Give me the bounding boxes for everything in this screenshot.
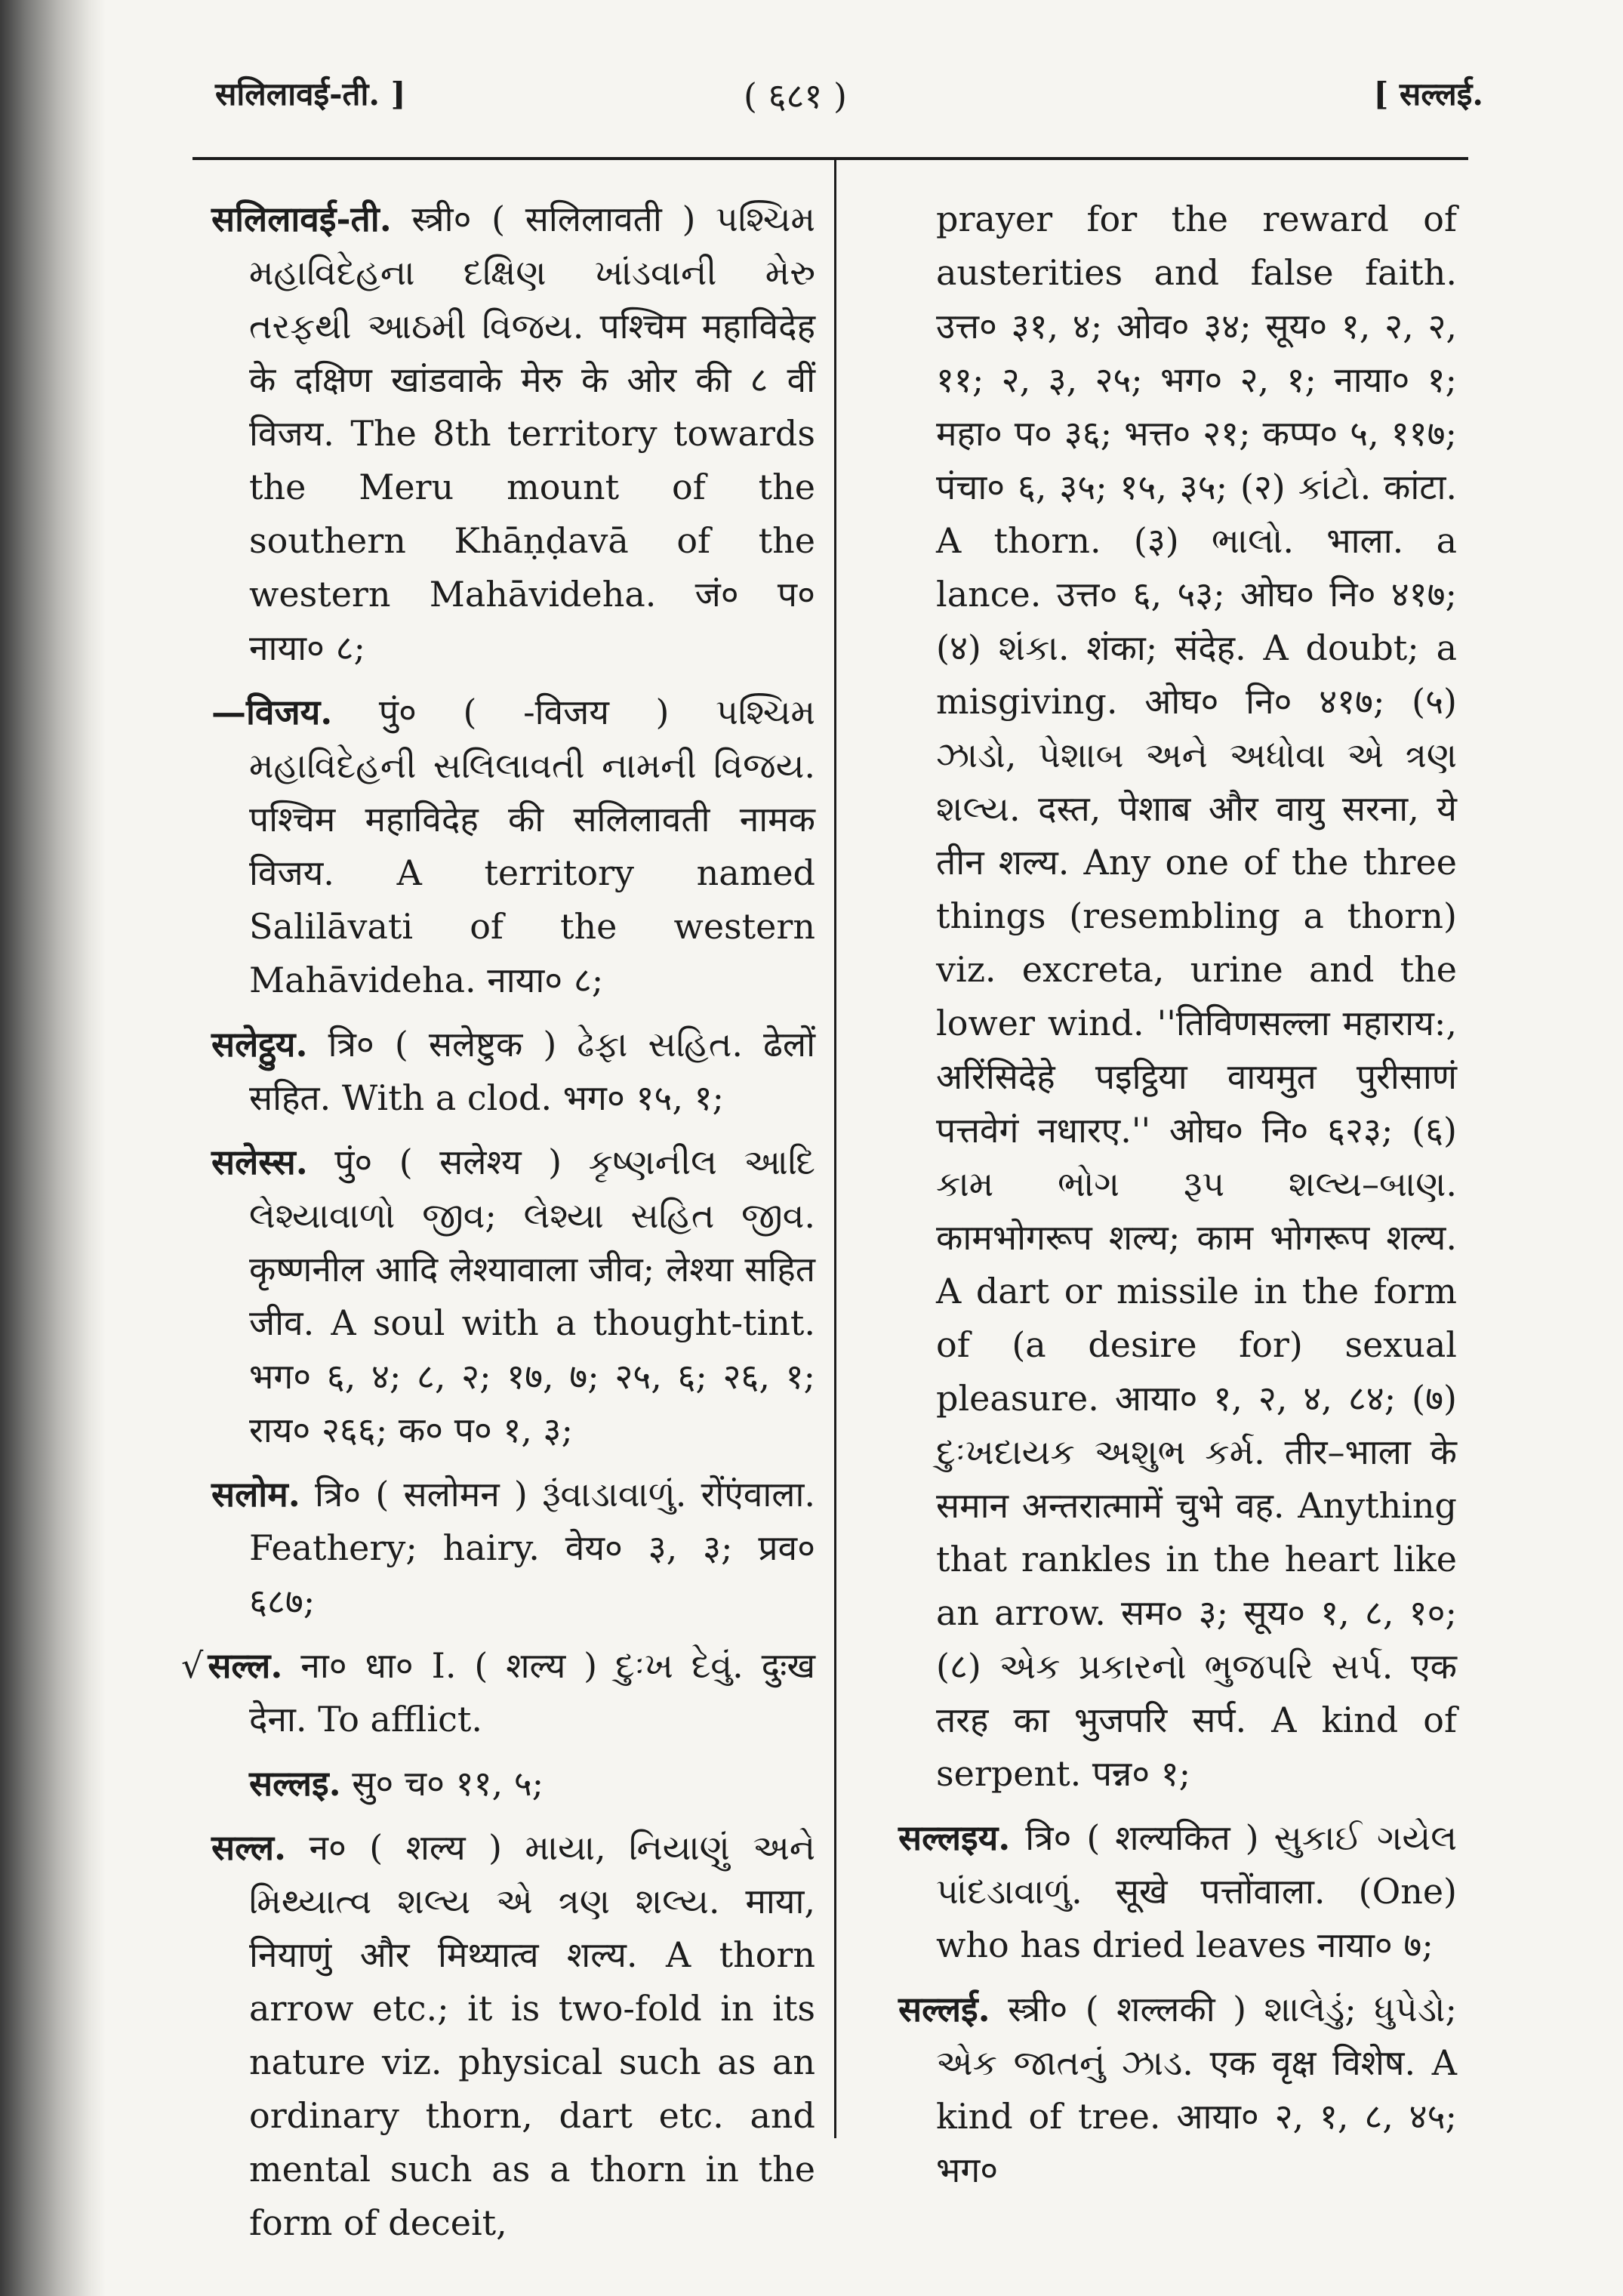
entry-headword: सल्लइय. xyxy=(898,1817,1011,1858)
dictionary-entry xyxy=(211,686,815,1007)
entry-body: त्रि० ( सलोमन ) રૂંવાડાવાળું. रोंएंवाला. Feathery; hairy. वेय० ३, ३; प्रव० ६८७; xyxy=(249,1474,816,1622)
dictionary-entry xyxy=(898,1983,1457,2197)
header-rule xyxy=(192,157,1468,160)
entry-headword: सलेट्ठुय. xyxy=(211,1024,308,1065)
entry-body: सु० च० ११, ५; xyxy=(352,1763,544,1804)
dictionary-entry-continuation xyxy=(898,193,1457,1801)
entry-body: स्त्री० ( शल्लकी ) શાલેડું; ધુપેડો; એક જાતનું ઝાડ. एक वृक्ष विशेष. A kind of tree. आया० २, १, ८, ४५; भग० xyxy=(936,1989,1457,2190)
right-column xyxy=(898,193,1457,2208)
entry-headword: सलिलावई-ती. xyxy=(211,199,392,239)
entry-body: पुं० ( -विजय ) પશ્ચિમ મહાવિદેહની સલિલાવતી નામની વિજય. पश्चिम महाविदेह की सलिलावती नामक विजय. A territory named Salilāvati of the western Mahāvideha. नाया० ८; xyxy=(249,692,815,1000)
header-last-word: [ सल्लई. xyxy=(1373,76,1483,112)
entry-body: पुं० ( सलेश्य ) કૃષ્ણનીલ આદિ લેશ્યાવાળો જીવ; લેશ્યા સહિત જીવ. कृष्णनील आदि लेश्यावाला जीव; लेश्या सहित जीव. A soul with a thought-tint. भग० ६, ४; ८, २; १७, ७; २५, ६; २६, १; राय० २६६; क० प० १, ३; xyxy=(249,1142,816,1450)
entry-body: त्रि० ( शल्यकित ) સુકાઈ ગયેલ પાંદડાવાળું. सूखे पत्तोंवाला. (One) who has dried leaves नाया० ७; xyxy=(936,1817,1457,1965)
page-number: ( ६८१ ) xyxy=(744,76,847,116)
dictionary-entry xyxy=(181,1639,815,1746)
page-header xyxy=(192,72,1483,125)
dictionary-entry xyxy=(211,1757,815,1811)
dictionary-entry xyxy=(211,1821,815,2250)
entry-body: स्त्री० ( सलिलावती ) પશ્ચિમ મહાવિદેહના દક્ષિણ ખાંડવાની મેરુ તરફથી આઠમી વિજય. पश्चिम महाविदेह के दक्षिण खांडवाके मेरु के ओर की ८ वीं विजय. The 8th territory towards the Meru mount of the southern Khāṇḍavā of the western Mahāvideha. जं० प० नाया० ८; xyxy=(249,199,815,668)
page-binding-shadow xyxy=(0,0,106,2296)
dictionary-entry xyxy=(211,193,815,675)
entry-body: ना० धा० I. ( शल्य ) દુઃખ દેવું. दुःख देना. To afflict. xyxy=(249,1645,815,1740)
entry-body: prayer for the reward of austerities and false faith. उत्त० ३१, ४; ओव० ३४; सूय० १, २, २, ११; २, ३, २५; भग० २, १; नाया० १; महा० प० ३६; भत्त० २१; कप्प० ५, ११७; पंचा० ६, ३५; १५, ३५; (२) કાંટો. कांटा. A thorn. (३) ભાલો. भाला. a lance. उत्त० ६, ५३; ओघ० नि० ४१७; (४) શંકા. शंका; संदेह. A doubt; a misgiving. ओघ० नि० ४१७; (५) ઝાડો, પેશાબ અને અધોવા એ ત્રણ શલ્ય. दस्त, पेशाब और वायु सरना, ये तीन शल्य. Any one of the three things (resembling a thorn) viz. excreta, urine and the lower wind. ''तिविणसल्ला महाराय:, अरिंसिदेहे पइट्ठिया वायमुत पुरीसाणं पत्तवेगं नधारए.'' ओघ० नि० ६२३; (६) કામ ભોગ રૂપ શલ્ય–બાણ. कामभोगरूप शल्य; काम भोगरूप शल्य. A dart or missile in the form of (a desire for) sexual pleasure. आया० १, २, ४, ८४; (७) દુઃખદાયક અશુભ કર્મ. तीर–भाला के समान अन्तरात्मामें चुभे वह. Anything that rankles in the heart like an arrow. सम० ३; सूय० १, ८, १०; (८) એક પ્રકારનો ભુજપરિ સર્પ. एक तरह का भुजपरि सर्प. A kind of serpent. पन्न० १; xyxy=(936,199,1457,1794)
root-checkmark-icon: √ xyxy=(181,1645,204,1686)
header-first-word: सलिलावई-ती. ] xyxy=(215,76,406,112)
entry-headword: सल्लइ. xyxy=(249,1763,341,1804)
dictionary-entry xyxy=(211,1468,815,1629)
entry-headword: सलोम. xyxy=(211,1474,300,1515)
entry-headword: सल्ल. xyxy=(208,1645,283,1686)
dictionary-entry xyxy=(211,1136,815,1457)
entry-body: त्रि० ( सलेष्टुक ) ઢેફા સહિત. ढेलों सहित. With a clod. भग० १५, १; xyxy=(249,1024,815,1118)
entry-headword: सल्ल. xyxy=(211,1827,287,1868)
entry-headword: सलेस्स. xyxy=(211,1142,308,1182)
entry-body: न० ( शल्य ) માયા, નિયાણું અને મિથ્યાત્વ શલ્ય એ ત્રણ શલ્ય. माया, नियाणुं और मिथ्यात्व शल्य. A thorn arrow etc.; it is two-fold in its nature viz. physical such as an ordinary thorn, dart etc. and mental such as a thorn in the form of deceit, xyxy=(249,1827,815,2243)
entry-headword: सल्लई. xyxy=(898,1989,990,2029)
entry-headword: —विजय. xyxy=(211,692,333,732)
dictionary-entry xyxy=(211,1018,815,1125)
dictionary-entry xyxy=(898,1811,1457,1972)
left-column xyxy=(181,193,816,2261)
column-divider xyxy=(834,160,836,2138)
